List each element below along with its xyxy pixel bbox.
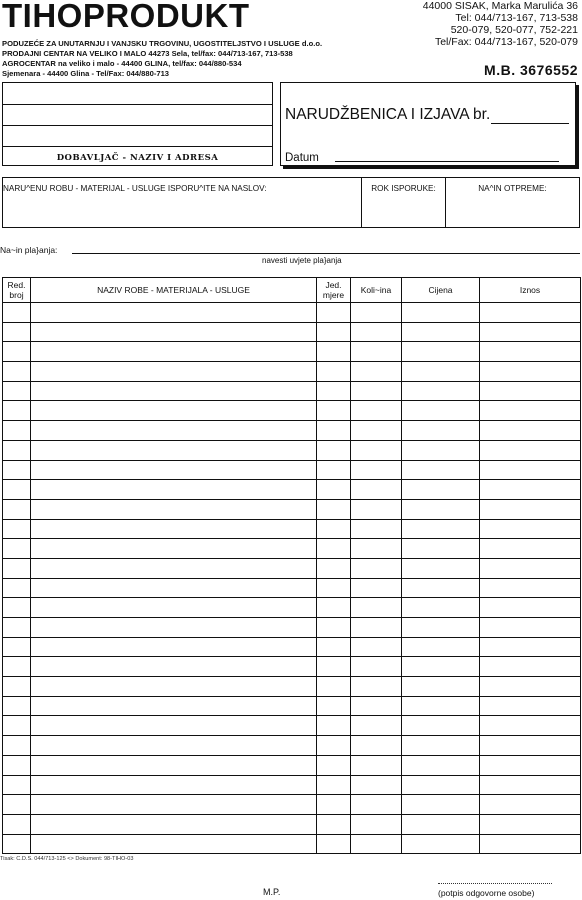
- table-cell[interactable]: [317, 696, 351, 716]
- table-cell[interactable]: [351, 480, 402, 500]
- company-address: [423, 0, 578, 48]
- table-row: [3, 322, 581, 342]
- table-cell[interactable]: [317, 440, 351, 460]
- table-cell[interactable]: [31, 519, 317, 539]
- supplier-box[interactable]: [2, 82, 273, 166]
- table-cell[interactable]: [480, 618, 581, 638]
- table-row: [3, 578, 581, 598]
- table-cell[interactable]: [3, 637, 31, 657]
- address-line: Tel: 044/713-167, 713-538: [455, 12, 578, 24]
- table-cell[interactable]: [31, 775, 317, 795]
- signature-field[interactable]: [438, 883, 552, 884]
- table-cell[interactable]: [351, 460, 402, 480]
- table-cell[interactable]: [31, 558, 317, 578]
- table-cell[interactable]: [480, 736, 581, 756]
- table-cell[interactable]: [3, 696, 31, 716]
- table-cell[interactable]: [317, 834, 351, 854]
- table-cell[interactable]: [31, 696, 317, 716]
- payment-label: Na~in pla}anja:: [0, 245, 58, 255]
- table-cell[interactable]: [31, 814, 317, 834]
- table-row: [3, 362, 581, 382]
- table-cell[interactable]: [402, 795, 480, 815]
- items-table: [2, 277, 581, 854]
- column-header-price: Cijena: [402, 278, 480, 303]
- table-cell[interactable]: [402, 637, 480, 657]
- table-cell[interactable]: [402, 736, 480, 756]
- stamp-label: M.P.: [263, 887, 281, 897]
- table-cell[interactable]: [351, 578, 402, 598]
- table-cell[interactable]: [3, 460, 31, 480]
- table-cell[interactable]: [317, 637, 351, 657]
- table-row: [3, 499, 581, 519]
- table-row: [3, 558, 581, 578]
- table-cell[interactable]: [480, 303, 581, 323]
- table-cell[interactable]: [402, 401, 480, 421]
- table-cell[interactable]: [351, 814, 402, 834]
- table-cell[interactable]: [317, 480, 351, 500]
- table-cell[interactable]: [31, 362, 317, 382]
- delivery-address-cell[interactable]: [3, 178, 361, 227]
- table-cell[interactable]: [351, 342, 402, 362]
- table-cell[interactable]: [402, 696, 480, 716]
- table-cell[interactable]: [3, 519, 31, 539]
- delivery-address-label: NARU^ENU ROBU - MATERIJAL - USLUGE ISPORU^ITE NA NASLOV:: [3, 184, 267, 193]
- table-cell[interactable]: [480, 558, 581, 578]
- table-row: [3, 618, 581, 638]
- table-cell[interactable]: [317, 381, 351, 401]
- table-cell[interactable]: [480, 677, 581, 697]
- delivery-term-label: ROK ISPORUKE:: [371, 184, 436, 193]
- payment-hint: navesti uvjete pla}anja: [262, 256, 342, 265]
- table-cell[interactable]: [351, 519, 402, 539]
- table-cell[interactable]: [3, 342, 31, 362]
- table-cell[interactable]: [31, 480, 317, 500]
- table-cell[interactable]: [31, 716, 317, 736]
- table-cell[interactable]: [480, 578, 581, 598]
- table-cell[interactable]: [31, 834, 317, 854]
- table-cell[interactable]: [351, 677, 402, 697]
- table-cell[interactable]: [480, 381, 581, 401]
- print-info: Tisak: C.D.S. 044/713-125 <> Dokument: 98-TIHO-03: [0, 856, 134, 862]
- delivery-term-cell[interactable]: [361, 178, 445, 227]
- table-cell[interactable]: [480, 696, 581, 716]
- table-row: [3, 381, 581, 401]
- table-cell[interactable]: [480, 480, 581, 500]
- table-cell[interactable]: [31, 578, 317, 598]
- supplier-line: [3, 104, 272, 105]
- supplier-label: DOBAVLJAČ - NAZIV I ADRESA: [56, 153, 219, 163]
- table-cell[interactable]: [3, 775, 31, 795]
- table-cell[interactable]: [402, 539, 480, 559]
- order-box: [280, 82, 576, 166]
- table-cell[interactable]: [3, 834, 31, 854]
- table-cell[interactable]: [3, 657, 31, 677]
- table-cell[interactable]: [317, 578, 351, 598]
- table-cell[interactable]: [317, 598, 351, 618]
- table-cell[interactable]: [402, 716, 480, 736]
- table-row: [3, 755, 581, 775]
- table-cell[interactable]: [402, 677, 480, 697]
- table-cell[interactable]: [317, 795, 351, 815]
- table-cell[interactable]: [351, 657, 402, 677]
- table-cell[interactable]: [351, 736, 402, 756]
- table-cell[interactable]: [3, 598, 31, 618]
- table-cell[interactable]: [31, 618, 317, 638]
- table-cell[interactable]: [3, 795, 31, 815]
- table-cell[interactable]: [402, 618, 480, 638]
- column-header-amount: Iznos: [480, 278, 581, 303]
- table-cell[interactable]: [351, 716, 402, 736]
- company-line: PRODAJNI CENTAR NA VELIKO I MALO 44273 Sela, tel/fax: 044/713-167, 713-538: [2, 49, 293, 58]
- table-cell[interactable]: [351, 755, 402, 775]
- table-cell[interactable]: [317, 618, 351, 638]
- column-header-name: NAZIV ROBE - MATERIJALA - USLUGE: [31, 278, 317, 303]
- table-cell[interactable]: [480, 499, 581, 519]
- supplier-line: [3, 146, 272, 147]
- table-cell[interactable]: [31, 499, 317, 519]
- table-cell[interactable]: [402, 381, 480, 401]
- table-cell[interactable]: [480, 716, 581, 736]
- table-row: [3, 401, 581, 421]
- table-cell[interactable]: [402, 519, 480, 539]
- table-cell[interactable]: [402, 322, 480, 342]
- company-info: [2, 39, 322, 79]
- table-cell[interactable]: [351, 322, 402, 342]
- table-row: [3, 814, 581, 834]
- table-cell[interactable]: [31, 342, 317, 362]
- table-cell[interactable]: [402, 814, 480, 834]
- table-cell[interactable]: [31, 401, 317, 421]
- table-cell[interactable]: [480, 814, 581, 834]
- table-cell[interactable]: [3, 539, 31, 559]
- table-cell[interactable]: [480, 834, 581, 854]
- table-cell[interactable]: [351, 401, 402, 421]
- table-cell[interactable]: [317, 736, 351, 756]
- table-cell[interactable]: [480, 519, 581, 539]
- table-row: [3, 539, 581, 559]
- order-number-field[interactable]: [491, 123, 569, 124]
- table-cell[interactable]: [317, 460, 351, 480]
- table-cell[interactable]: [480, 637, 581, 657]
- table-cell[interactable]: [317, 421, 351, 441]
- table-cell[interactable]: [3, 401, 31, 421]
- table-cell[interactable]: [3, 618, 31, 638]
- table-cell[interactable]: [3, 303, 31, 323]
- table-cell[interactable]: [31, 460, 317, 480]
- table-cell[interactable]: [351, 795, 402, 815]
- table-cell[interactable]: [3, 716, 31, 736]
- table-cell[interactable]: [351, 618, 402, 638]
- table-cell[interactable]: [31, 755, 317, 775]
- table-cell[interactable]: [3, 814, 31, 834]
- table-cell[interactable]: [31, 677, 317, 697]
- table-cell[interactable]: [317, 362, 351, 382]
- table-cell[interactable]: [351, 381, 402, 401]
- table-cell[interactable]: [317, 539, 351, 559]
- table-row: [3, 834, 581, 854]
- table-cell[interactable]: [402, 460, 480, 480]
- table-cell[interactable]: [317, 677, 351, 697]
- table-cell[interactable]: [3, 499, 31, 519]
- table-row: [3, 460, 581, 480]
- date-label: Datum: [285, 152, 319, 164]
- table-cell[interactable]: [351, 598, 402, 618]
- table-cell[interactable]: [31, 736, 317, 756]
- table-row: [3, 795, 581, 815]
- table-cell[interactable]: [480, 421, 581, 441]
- supplier-line: [3, 125, 272, 126]
- table-cell[interactable]: [480, 342, 581, 362]
- table-cell[interactable]: [3, 755, 31, 775]
- table-cell[interactable]: [480, 795, 581, 815]
- table-cell[interactable]: [317, 657, 351, 677]
- table-cell[interactable]: [480, 401, 581, 421]
- table-cell[interactable]: [480, 362, 581, 382]
- table-cell[interactable]: [317, 519, 351, 539]
- table-cell[interactable]: [402, 362, 480, 382]
- table-cell[interactable]: [31, 421, 317, 441]
- table-cell[interactable]: [317, 558, 351, 578]
- delivery-method-cell[interactable]: [445, 178, 579, 227]
- table-cell[interactable]: [317, 775, 351, 795]
- table-cell[interactable]: [351, 303, 402, 323]
- table-cell[interactable]: [402, 755, 480, 775]
- company-line: AGROCENTAR na veliko i malo - 44400 GLINA, tel/fax: 044/880-534: [2, 59, 242, 68]
- table-row: [3, 598, 581, 618]
- table-cell[interactable]: [402, 303, 480, 323]
- table-cell[interactable]: [480, 598, 581, 618]
- table-row: [3, 736, 581, 756]
- table-cell[interactable]: [351, 834, 402, 854]
- table-cell[interactable]: [3, 677, 31, 697]
- signature-label: (potpis odgovorne osobe): [438, 888, 535, 898]
- table-cell[interactable]: [480, 322, 581, 342]
- table-cell[interactable]: [317, 499, 351, 519]
- table-row: [3, 440, 581, 460]
- table-cell[interactable]: [402, 834, 480, 854]
- table-row: [3, 657, 581, 677]
- company-logo: TIHOPRODUKT: [2, 0, 250, 34]
- table-cell[interactable]: [402, 558, 480, 578]
- table-row: [3, 421, 581, 441]
- table-cell[interactable]: [317, 814, 351, 834]
- table-row: [3, 342, 581, 362]
- table-row: [3, 519, 581, 539]
- table-cell[interactable]: [351, 421, 402, 441]
- table-cell[interactable]: [402, 598, 480, 618]
- table-cell[interactable]: [31, 539, 317, 559]
- table-cell[interactable]: [351, 539, 402, 559]
- table-cell[interactable]: [402, 657, 480, 677]
- table-cell[interactable]: [317, 755, 351, 775]
- date-field[interactable]: [335, 161, 559, 162]
- company-line: PODUZEĆE ZA UNUTARNJU I VANJSKU TRGOVINU, UGOSTITELJSTVO I USLUGE d.o.o.: [2, 39, 323, 48]
- table-cell[interactable]: [3, 362, 31, 382]
- table-cell[interactable]: [351, 696, 402, 716]
- table-cell[interactable]: [31, 303, 317, 323]
- table-cell[interactable]: [3, 322, 31, 342]
- table-row: [3, 677, 581, 697]
- table-cell[interactable]: [351, 362, 402, 382]
- table-cell[interactable]: [3, 421, 31, 441]
- table-cell[interactable]: [31, 440, 317, 460]
- table-cell[interactable]: [402, 342, 480, 362]
- table-cell[interactable]: [480, 440, 581, 460]
- table-cell[interactable]: [351, 558, 402, 578]
- table-cell[interactable]: [351, 499, 402, 519]
- table-row: [3, 480, 581, 500]
- table-cell[interactable]: [351, 775, 402, 795]
- table-row: [3, 637, 581, 657]
- table-row: [3, 696, 581, 716]
- table-cell[interactable]: [31, 322, 317, 342]
- table-cell[interactable]: [402, 421, 480, 441]
- table-cell[interactable]: [317, 322, 351, 342]
- table-header-row: [3, 278, 581, 303]
- table-cell[interactable]: [480, 460, 581, 480]
- table-row: [3, 775, 581, 795]
- table-cell[interactable]: [480, 539, 581, 559]
- order-title: NARUDŽBENICA I IZJAVA br.: [285, 106, 491, 123]
- table-cell[interactable]: [3, 578, 31, 598]
- table-cell[interactable]: [3, 736, 31, 756]
- table-cell[interactable]: [480, 755, 581, 775]
- address-line: 44000 SISAK, Marka Marulića 36: [422, 0, 578, 12]
- table-cell[interactable]: [31, 637, 317, 657]
- table-cell[interactable]: [351, 637, 402, 657]
- table-cell[interactable]: [317, 401, 351, 421]
- company-line: Sjemenara - 44400 Glina - Tel/Fax: 044/880-713: [2, 69, 170, 78]
- table-row: [3, 716, 581, 736]
- table-cell[interactable]: [3, 558, 31, 578]
- table-cell[interactable]: [31, 795, 317, 815]
- table-cell[interactable]: [3, 480, 31, 500]
- table-cell[interactable]: [31, 657, 317, 677]
- column-header-quantity: Koli~ina: [351, 278, 402, 303]
- table-cell[interactable]: [317, 342, 351, 362]
- table-cell[interactable]: [402, 578, 480, 598]
- table-cell[interactable]: [31, 598, 317, 618]
- table-cell[interactable]: [402, 499, 480, 519]
- table-row: [3, 303, 581, 323]
- table-cell[interactable]: [317, 716, 351, 736]
- address-line: Tel/Fax: 044/713-167, 520-079: [434, 36, 578, 48]
- table-cell[interactable]: [402, 480, 480, 500]
- address-line: 520-079, 520-077, 752-221: [450, 24, 578, 36]
- column-header-number: Red. broj: [3, 278, 31, 303]
- registration-number: M.B. 3676552: [484, 62, 578, 78]
- table-cell[interactable]: [3, 381, 31, 401]
- column-header-unit: Jed. mjere: [317, 278, 351, 303]
- table-cell[interactable]: [402, 440, 480, 460]
- table-cell[interactable]: [480, 775, 581, 795]
- table-cell[interactable]: [317, 303, 351, 323]
- table-cell[interactable]: [31, 381, 317, 401]
- payment-field[interactable]: [72, 253, 580, 254]
- delivery-box: [2, 177, 580, 228]
- table-cell[interactable]: [351, 440, 402, 460]
- table-cell[interactable]: [480, 657, 581, 677]
- delivery-method-label: NA^IN OTPREME:: [478, 184, 547, 193]
- table-cell[interactable]: [402, 775, 480, 795]
- table-cell[interactable]: [3, 440, 31, 460]
